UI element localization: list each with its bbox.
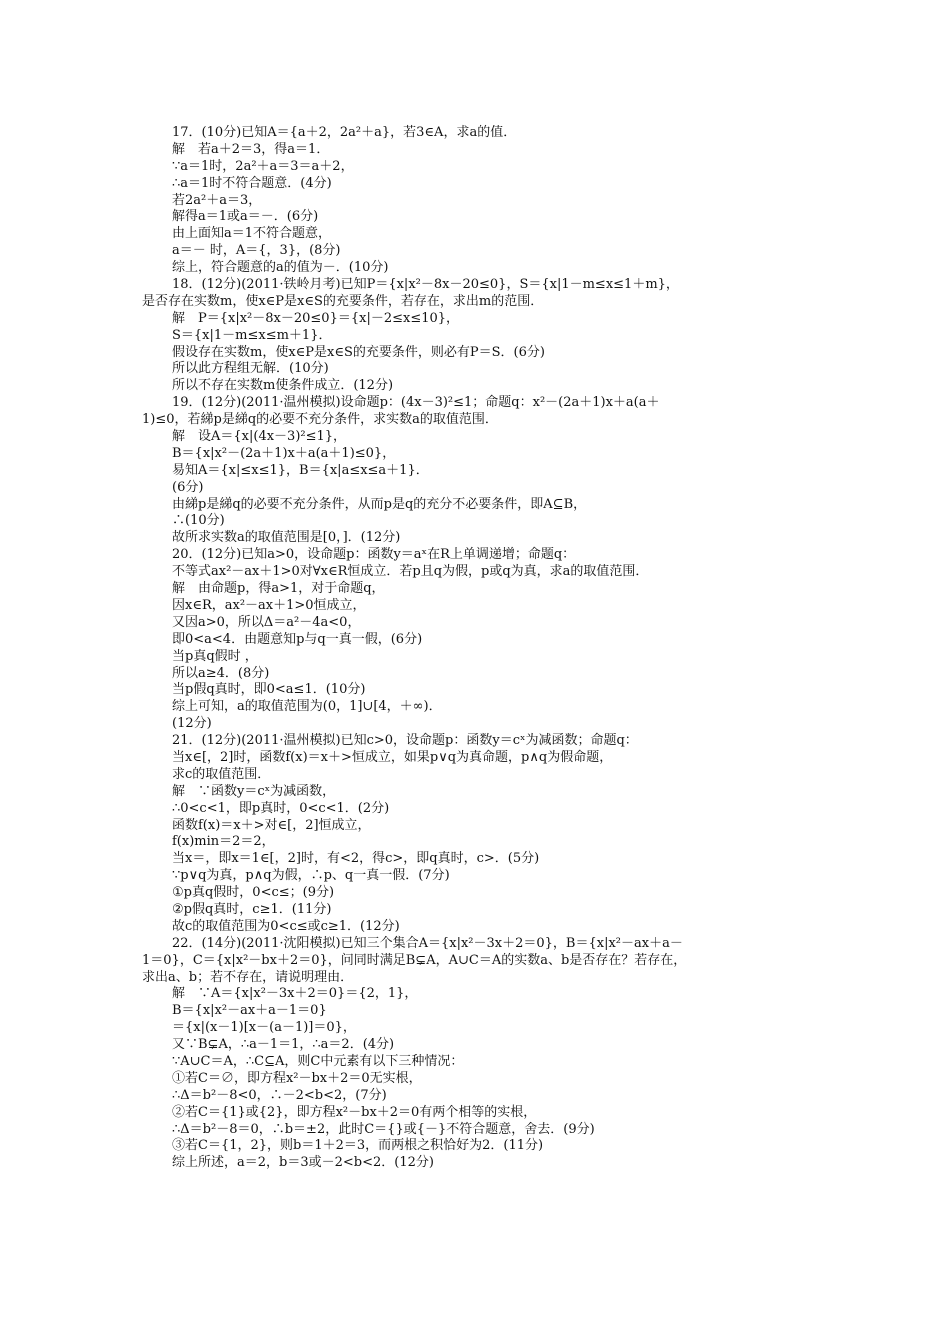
text-line: 解 由命题p，得a>1，对于命题q， bbox=[172, 581, 385, 597]
text-line: f(x)min＝2＝2， bbox=[172, 834, 275, 850]
text-line: 综上，符合题意的a的值为－．(10分) bbox=[172, 260, 389, 276]
text-line: 又因a>0，所以Δ＝a²－4a<0， bbox=[172, 614, 361, 630]
text-line: 1＝0}，C＝{x|x²－bx＋2＝0}，问同时满足B⊊A，A∪C＝A的实数a、b是否存在？若存在， bbox=[142, 952, 687, 968]
text-line: ∴Δ＝b²－8＝0，∴b＝±2，此时C＝{}或{－}不符合题意，舍去．(9分) bbox=[172, 1121, 595, 1137]
text-line: 17．(10分)已知A＝{a＋2，2a²＋a}，若3∈A，求a的值． bbox=[172, 125, 517, 140]
text-line: ∵p∨q为真，p∧q为假，∴p、q一真一假．(7分) bbox=[172, 868, 450, 884]
text-line: 解 若a＋2＝3，得a＝1． bbox=[172, 141, 330, 157]
text-line: 是否存在实数m，使x∈P是x∈S的充要条件，若存在，求出m的范围． bbox=[142, 293, 544, 309]
text-line: ②若C＝{1}或{2}，即方程x²－bx＋2＝0有两个相等的实根， bbox=[172, 1104, 537, 1120]
text-line: 解 设A＝{x|(4x－3)²≤1}， bbox=[172, 429, 347, 445]
text-line: (12分) bbox=[172, 716, 212, 732]
text-line: 1)≤0，若綈p是綈q的必要不充分条件，求实数a的取值范围． bbox=[142, 412, 498, 428]
text-line: 易知A＝{x|≤x≤1}，B＝{x|a≤x≤a＋1}． bbox=[172, 462, 429, 478]
text-line: 由上面知a＝1不符合题意， bbox=[172, 226, 332, 242]
text-line: 解得a＝1或a＝－．(6分) bbox=[172, 209, 319, 225]
text-line: 求c的取值范围． bbox=[172, 766, 271, 782]
text-line: 函数f(x)＝x＋>对∈[，2]恒成立， bbox=[172, 817, 371, 833]
text-line: ∴a＝1时不符合题意．(4分) bbox=[172, 175, 332, 191]
text-line: 假设存在实数m，使x∈P是x∈S的充要条件，则必有P＝S．(6分) bbox=[172, 344, 545, 360]
text-line: 综上可知，a的取值范围为(0，1]∪[4，＋∞)． bbox=[172, 699, 442, 715]
text-line: 所以不存在实数m使条件成立．(12分) bbox=[172, 378, 394, 394]
text-line: ∵A∪C＝A，∴C⊆A，则C中元素有以下三种情况： bbox=[172, 1053, 464, 1069]
text-line: 又∵B⊊A，∴a－1＝1，∴a＝2．(4分) bbox=[172, 1037, 395, 1053]
text-line: ∴Δ＝b²－8<0，∴－2<b<2，(7分) bbox=[172, 1087, 387, 1103]
text-line: ①若C＝∅，即方程x²－bx＋2＝0无实根， bbox=[172, 1070, 422, 1086]
text-line: 当x＝，即x＝1∈[，2]时，有<2，得c>，即q真时，c>．(5分) bbox=[172, 851, 540, 867]
text-line: 故所求实数a的取值范围是[0，]．(12分) bbox=[172, 530, 401, 546]
document-body bbox=[142, 125, 822, 1172]
text-line: B＝{x|x²－ax＋a－1＝0} bbox=[172, 1003, 327, 1019]
text-line: 22．(14分)(2011·沈阳模拟)已知三个集合A＝{x|x²－3x＋2＝0}，B＝{x|x²－ax＋a－ bbox=[172, 935, 683, 951]
text-line: 20．(12分)已知a>0，设命题p：函数y＝aˣ在R上单调递增；命题q： bbox=[172, 547, 576, 563]
text-line: 解 ∵A＝{x|x²－3x＋2＝0}＝{2，1}， bbox=[172, 986, 418, 1002]
text-line: 求出a、b；若不存在，请说明理由． bbox=[142, 969, 354, 985]
text-line: 由綈p是綈q的必要不充分条件，从而p是q的充分不必要条件，即A⊆B， bbox=[172, 496, 587, 512]
text-line: ＝{x|(x－1)[x－(a－1)]＝0}， bbox=[172, 1020, 356, 1036]
text-line: ③若C＝{1，2}，则b＝1＋2＝3，而两根之积恰好为2．(11分) bbox=[172, 1138, 544, 1154]
text-line: ∴0<c<1，即p真时，0<c<1．(2分) bbox=[172, 800, 390, 816]
text-line: 若2a²＋a＝3， bbox=[172, 192, 262, 208]
text-line: 当p假q真时，即0<a≤1．(10分) bbox=[172, 682, 366, 698]
text-line: 当p真q假时 ， bbox=[172, 648, 258, 664]
text-line: 解 P＝{x|x²－8x－20≤0}＝{x|－2≤x≤10}， bbox=[172, 310, 460, 326]
text-line: 21．(12分)(2011·温州模拟)已知c>0，设命题p：函数y＝cˣ为减函数；命题q： bbox=[172, 733, 638, 749]
text-line: 故c的取值范围为0<c≤或c≥1．(12分) bbox=[172, 918, 400, 934]
text-line: B＝{x|x²－(2a＋1)x＋a(a＋1)≤0}， bbox=[172, 445, 396, 461]
text-line: ∵a＝1时，2a²＋a＝3＝a＋2， bbox=[172, 158, 354, 174]
text-line: 不等式ax²－ax＋1>0对∀x∈R恒成立．若p且q为假，p或q为真，求a的取值范围． bbox=[172, 564, 649, 580]
text-line: 解 ∵函数y＝cˣ为减函数， bbox=[172, 783, 336, 799]
text-line: ②p假q真时，c≥1．(11分) bbox=[172, 901, 332, 917]
text-line: 即0<a<4．由题意知p与q一真一假，(6分) bbox=[172, 631, 423, 647]
text-line: S＝{x|1－m≤x≤m＋1}． bbox=[172, 327, 332, 343]
text-line: ①p真q假时，0<c≤；(9分) bbox=[172, 885, 335, 901]
text-line: 所以a≥4．(8分) bbox=[172, 665, 270, 681]
text-line: 综上所述，a＝2，b＝3或－2<b<2．(12分) bbox=[172, 1155, 434, 1171]
text-line: 19．(12分)(2011·温州模拟)设命题p：(4x－3)²≤1；命题q：x²－(2a＋1)x＋a(a＋ bbox=[172, 395, 660, 411]
text-line: 18．(12分)(2011·铁岭月考)已知P＝{x|x²－8x－20≤0}，S＝{x|1－m≤x≤1＋m}， bbox=[172, 277, 679, 293]
text-line: 当x∈[，2]时，函数f(x)＝x＋>恒成立，如果p∨q为真命题，p∧q为假命题， bbox=[172, 749, 613, 765]
text-line: ∴(10分) bbox=[172, 513, 225, 529]
text-line: 所以此方程组无解．(10分) bbox=[172, 361, 329, 377]
text-line: 因x∈R，ax²－ax＋1>0恒成立， bbox=[172, 597, 366, 613]
text-line: a＝－ 时，A＝{，3}，(8分) bbox=[172, 243, 341, 259]
text-line: (6分) bbox=[172, 479, 204, 495]
